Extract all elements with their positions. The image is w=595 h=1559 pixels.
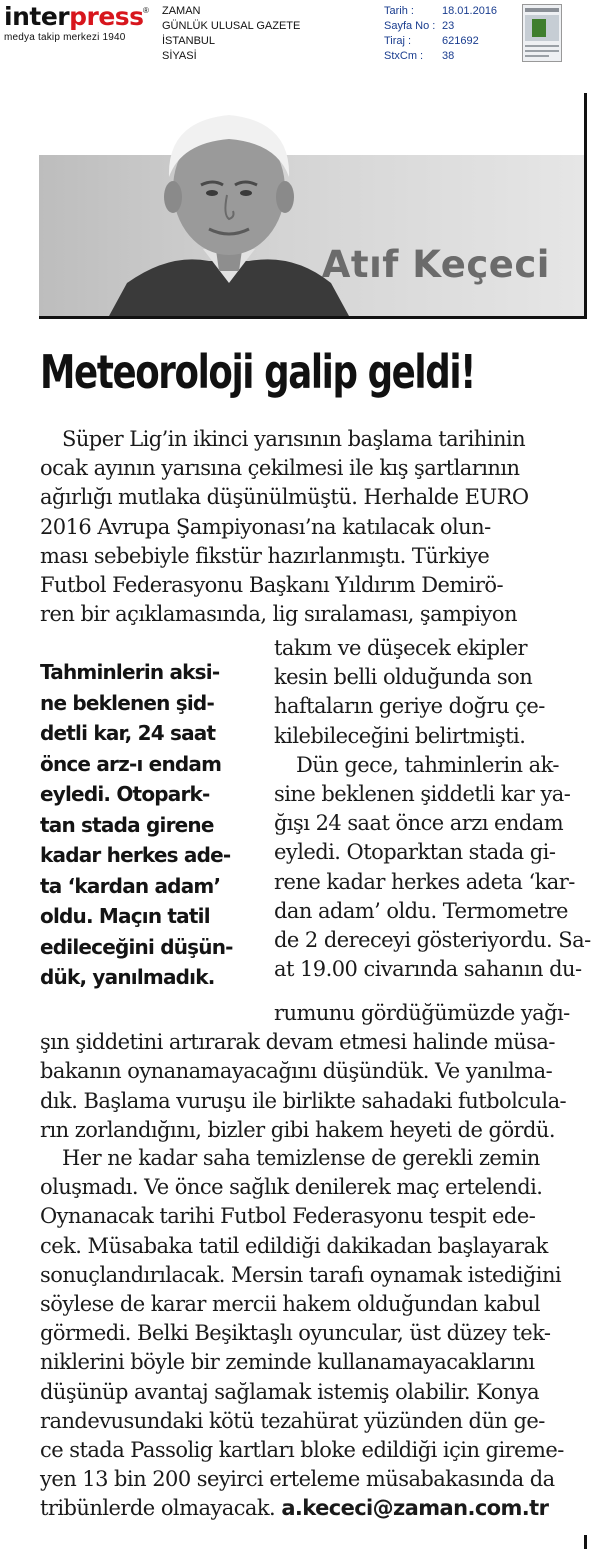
- meta-value: 38: [442, 50, 455, 62]
- quote-line: detli kar, 24 saat: [40, 721, 216, 745]
- body-line: oluşmadı. Ve önce sağlık denilerek maç ertelendi.: [40, 1175, 543, 1200]
- body-line: rene kadar herkes adeta ‘kar-: [274, 869, 575, 894]
- body-line: ren bir açıklamasında, lig sıralaması, şampiyon: [40, 602, 517, 627]
- quote-line: önce arz-ı endam: [40, 751, 222, 776]
- publication-city: İSTANBUL: [162, 35, 215, 47]
- body-line: dan adam’ oldu. Termometre: [274, 898, 568, 923]
- publication-name: ZAMAN: [162, 5, 201, 17]
- body-line: düşünüp avantaj sağlamak istemiş olabilir. Konya: [40, 1379, 540, 1404]
- closing-text: tribünlerde olmayacak.: [40, 1496, 276, 1521]
- publication-section: SİYASİ: [162, 50, 197, 62]
- meta-label: Sayfa No :: [384, 20, 436, 32]
- quote-line: tan stada girene: [40, 812, 214, 837]
- meta-circulation: [384, 34, 497, 49]
- body-line: ğışı 24 saat önce arzı endam: [274, 811, 564, 836]
- column-end-rule: [584, 1535, 587, 1549]
- body-line: ağırlığı mutlaka düşünülmüştü. Herhalde EURO: [40, 485, 529, 510]
- meta-value: 23: [442, 20, 455, 32]
- clipping-header: [0, 0, 595, 70]
- body-line: Futbol Federasyonu Başkanı Yıldırım Demirö-: [40, 573, 504, 598]
- body-line: niklerini böyle bir zeminde kullanamayacaklarını: [40, 1350, 535, 1375]
- body-line: sine beklenen şiddetli kar ya-: [274, 782, 571, 807]
- body-line: Süper Lig’in ikinci yarısının başlama tarihinin: [62, 427, 526, 451]
- quote-line: edileceğini düşün-: [40, 934, 233, 959]
- meta-label: StxCm :: [384, 50, 424, 62]
- body-line: ce stada Passolig kartları bloke edildiği için gireme-: [40, 1438, 564, 1463]
- quote-line: oldu. Maçın tatil: [40, 904, 210, 928]
- body-line: Her ne kadar saha temizlense de gerekli zemin: [62, 1146, 540, 1170]
- author-name: Atıf Keçeci: [321, 243, 550, 286]
- quote-line: dük, yanılmadık.: [40, 965, 215, 989]
- author-email-link[interactable]: a.kececi@zaman.com.tr: [281, 1496, 549, 1521]
- body-line: söylese de karar mercii hakem olduğundan kabul: [40, 1292, 541, 1317]
- clipping-meta: [384, 4, 497, 64]
- publication-info: [162, 4, 300, 64]
- body-line: haftaların geriye doğru çe-: [274, 694, 545, 719]
- body-line: takım ve düşecek ekipler: [274, 636, 528, 660]
- quote-line: kadar herkes ade-: [40, 843, 231, 867]
- body-paragraph-2: [274, 634, 591, 984]
- meta-value: 621692: [442, 35, 479, 47]
- quote-line: Tahminlerin aksi-: [40, 660, 220, 684]
- body-line-last: [40, 1494, 564, 1523]
- body-line: cek. Müsabaka tatil edildiği dakikadan başlayarak: [40, 1233, 548, 1258]
- body-line: kilebileceğini belirtmişti.: [274, 723, 526, 748]
- body-line: şın şiddetini artırarak devam etmesi halinde müsa-: [40, 1030, 555, 1055]
- body-paragraph-3: [40, 999, 570, 1145]
- page-thumbnail[interactable]: [522, 4, 562, 62]
- body-line: ması sebebiyle fikstür hazırlanmıştı. Türkiye: [40, 543, 490, 568]
- author-portrait: [109, 93, 349, 316]
- interpress-logo: [4, 4, 152, 43]
- body-line: kesin belli olduğunda son: [274, 665, 533, 690]
- registered-mark: ®: [143, 6, 149, 15]
- body-line: eyledi. Otoparktan stada gi-: [274, 840, 556, 865]
- column-banner: [39, 93, 587, 319]
- meta-date: [384, 4, 497, 19]
- body-paragraph-4: [40, 1144, 564, 1524]
- body-line: dık. Başlama vuruşu ile birlikte sahadaki futbolcula-: [40, 1088, 567, 1113]
- meta-label: Tarih :: [384, 5, 414, 17]
- body-line: de 2 dereceyi gösteriyordu. Sa-: [274, 928, 591, 953]
- body-line: 2016 Avrupa Şampiyonası’na katılacak olun-: [40, 514, 491, 539]
- body-line: randevusundaki kötü tezahürat yüzünden dün ge-: [40, 1408, 545, 1433]
- quote-line: ne beklenen şid-: [40, 690, 214, 715]
- body-line: sonuçlandırılacak. Mersin tarafı oynamak istediğini: [40, 1262, 562, 1287]
- body-line: bakanın oynanamayacağını düşündük. Ve yanılma-: [40, 1059, 553, 1084]
- logo-wordmark: [4, 4, 152, 30]
- body-line: görmedi. Belki Beşiktaşlı oyuncular, üst düzey tek-: [40, 1321, 551, 1346]
- meta-page: [384, 19, 497, 34]
- body-line: rın zorlandığını, bizler gibi hakem heyeti de gördü.: [40, 1117, 556, 1142]
- meta-stxcm: [384, 49, 497, 64]
- publication-type: GÜNLÜK ULUSAL GAZETE: [162, 20, 301, 32]
- meta-label: Tiraj :: [384, 35, 412, 47]
- logo-word-inter: inter: [4, 2, 70, 31]
- article-headline: Meteoroloji galip geldi!: [40, 345, 476, 399]
- quote-line: eyledi. Otopark-: [40, 782, 210, 806]
- body-line: yen 13 bin 200 seyirci erteleme müsabakasında da: [40, 1467, 555, 1492]
- logo-word-press: press: [69, 2, 144, 31]
- quote-line: ta ‘kardan adam’: [40, 873, 221, 898]
- body-line: rumunu gördüğümüzde yağı-: [274, 1001, 570, 1025]
- body-line: at 19.00 civarında sahanın du-: [274, 957, 582, 982]
- body-line: Oynanacak tarihi Futbol Federasyonu tespit ede-: [40, 1204, 536, 1229]
- body-paragraph-1: [40, 425, 529, 629]
- pull-quote: [40, 657, 233, 993]
- body-line: Dün gece, tahminlerin ak-: [296, 752, 559, 777]
- body-line: ocak ayının yarısına çekilmesi ile kış şartlarının: [40, 456, 520, 481]
- logo-subtitle: medya takip merkezi 1940: [4, 32, 126, 43]
- meta-value: 18.01.2016: [442, 5, 498, 17]
